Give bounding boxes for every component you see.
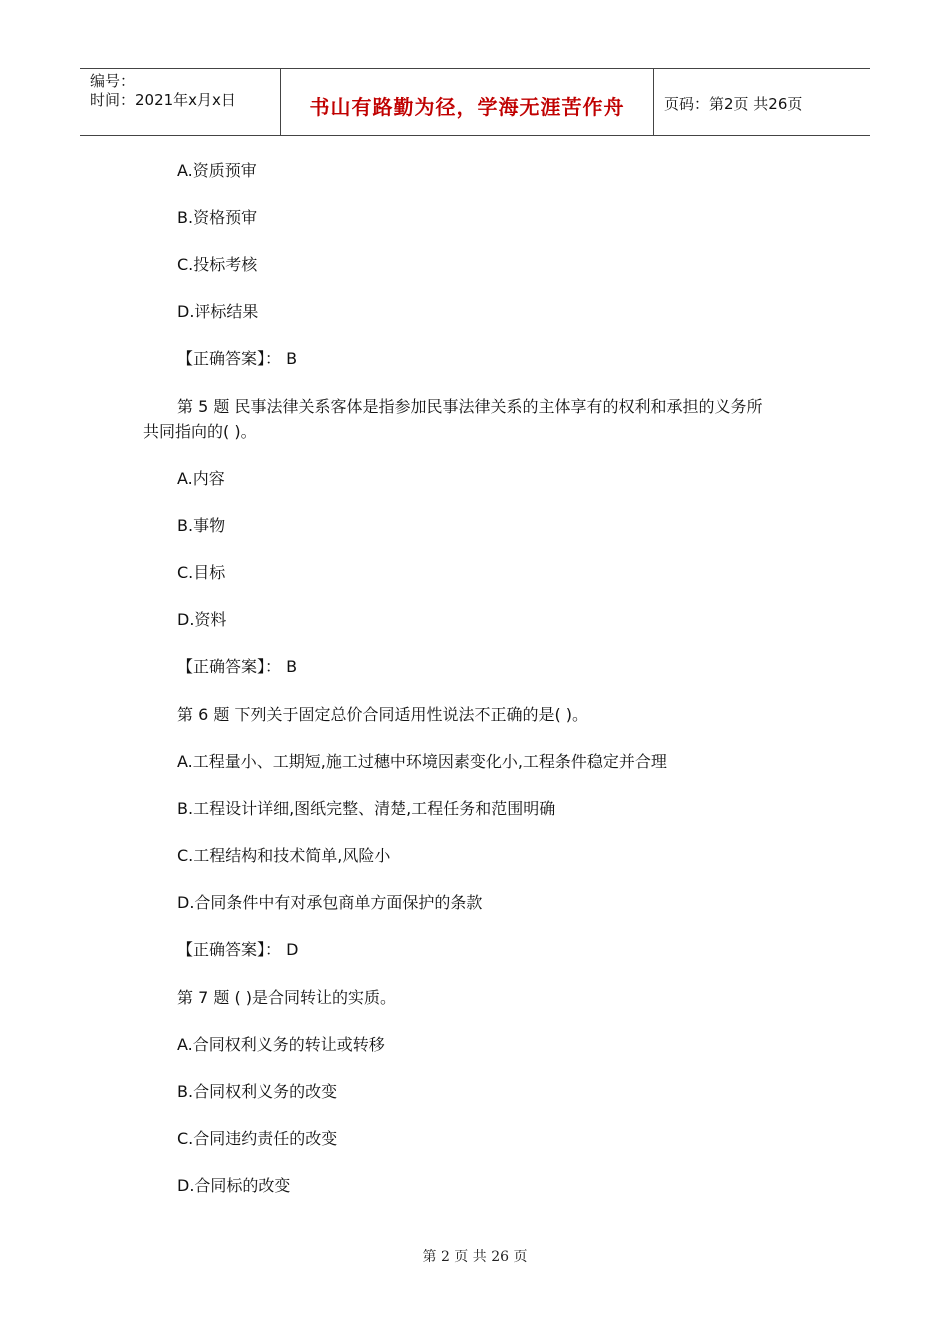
option-c: C.目标 [177, 563, 226, 582]
option-a: A.工程量小、工期短,施工过穗中环境因素变化小,工程条件稳定并合理 [177, 752, 667, 771]
option-a: A.合同权利义务的转让或转移 [177, 1035, 385, 1054]
option-c: C.合同违约责任的改变 [177, 1129, 338, 1148]
document-header [80, 68, 870, 136]
motto-text: 书山有路勤为径，学海无涯苦作舟 [309, 95, 625, 119]
page-footer: 第 2 页 共 26 页 [422, 1249, 528, 1265]
question-5: 第 5 题 民事法律关系客体是指参加民事法律关系的主体享有的权利和承担的义务所 [177, 397, 763, 416]
option-d: D.合同条件中有对承包商单方面保护的条款 [177, 893, 483, 912]
header-motto-cell [281, 69, 654, 135]
option-c: C.投标考核 [177, 255, 258, 274]
option-b: B.事物 [177, 516, 226, 535]
option-a: A.资质预审 [177, 161, 257, 180]
correct-answer: 【正确答案】： B [177, 349, 298, 368]
time-label: 时间：2021年x月x日 [90, 91, 236, 109]
question-7: 第 7 题 ( )是合同转让的实质。 [177, 988, 397, 1007]
page-info: 页码：第2页 共26页 [664, 95, 803, 113]
question-6: 第 6 题 下列关于固定总价合同适用性说法不正确的是( )。 [177, 705, 589, 724]
question-5-continuation: 共同指向的( )。 [143, 422, 257, 441]
option-b: B.工程设计详细,图纸完整、清楚,工程任务和范围明确 [177, 799, 556, 818]
header-page-cell [654, 69, 870, 135]
option-b: B.合同权利义务的改变 [177, 1082, 338, 1101]
option-b: B.资格预审 [177, 208, 258, 227]
option-a: A.内容 [177, 469, 225, 488]
correct-answer: 【正确答案】： B [177, 657, 298, 676]
option-d: D.评标结果 [177, 302, 259, 321]
header-meta-cell [80, 69, 281, 135]
option-d: D.资料 [177, 610, 227, 629]
correct-answer: 【正确答案】： D [177, 940, 299, 959]
option-c: C.工程结构和技术简单,风险小 [177, 846, 391, 865]
code-label: 编号： [90, 72, 136, 90]
option-d: D.合同标的改变 [177, 1176, 291, 1195]
